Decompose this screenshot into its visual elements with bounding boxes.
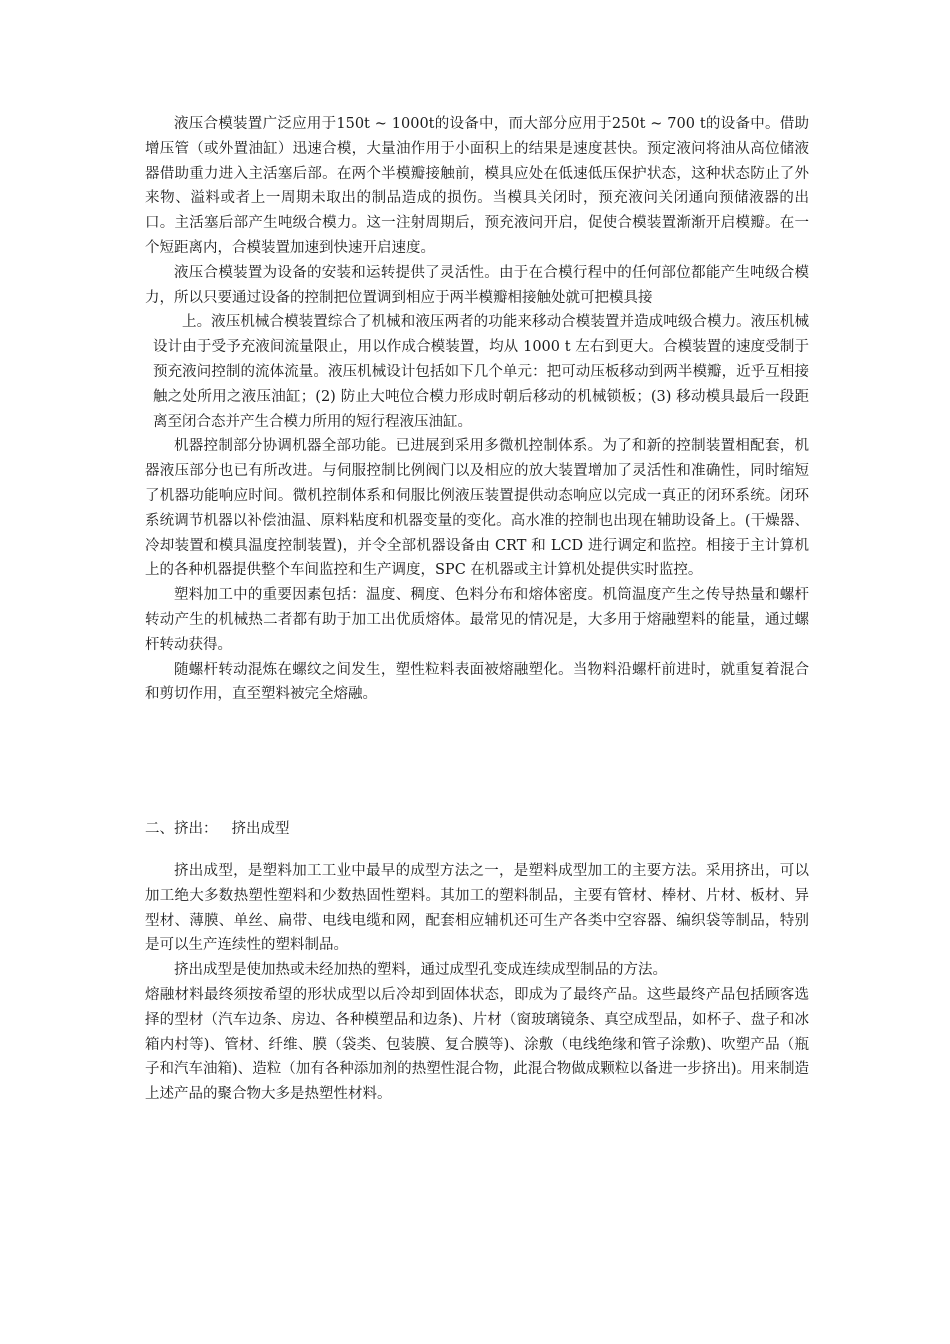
paragraph-hydraulic-clamp: 液压合模装置广泛应用于150t ~ 1000t的设备中，而大部分应用于250t ~ 700 t的设备中。借助增压管（或外置油缸）迅速合模，大量油作用于小面积上的结果是速度甚快。预定液问将油从高位储液器借助重力进入主活塞后部。在两个半模瓣接触前，模具应处在低速低压保护状态，这种状态防止了外来物、溢料或者上一周期未取出的制品造成的损伤。当模具关闭时，预充液问关闭通向预储液器的出口。主活塞后部产生吨级合模力。这一注射周期后，预充液问开启，促使合模装置渐渐开启模瓣。在一个短距离内，合模装置加速到快速开启速度。 bbox=[145, 116, 809, 256]
paragraph-screw-melting: 随螺杆转动混炼在螺纹之间发生，塑性粒料表面被熔融塑化。当物料沿螺杆前进时，就重复着混合和剪切作用，直至塑料被完全熔融。 bbox=[145, 661, 809, 703]
paragraph-extrusion-products: 熔融材料最终须按希望的形状成型以后冷却到固体状态，即成为了最终产品。这些最终产品包括顾客选择的型材（汽车边条、房边、各种模塑品和边条)、片材（窗玻璃镜条、真空成型品，如杯子、盘子和冰箱内村等)、管材、纤维、膜（袋类、包装膜、复合膜等)、涂敷（电线绝缘和管子涂敷)、吹塑产品（瓶子和汽车油箱)、造粒（加有各种添加剂的热塑性混合物，此混合物做成颗粒以备进一步挤出)。用来制造上述产品的聚合物大多是热塑性材料。 bbox=[145, 986, 809, 1103]
document-page bbox=[145, 112, 809, 707]
heading-title: 挤出成型 bbox=[231, 821, 290, 837]
heading-number: 二、挤出： bbox=[145, 821, 218, 837]
section-heading-extrusion bbox=[145, 817, 809, 842]
paragraph-extrusion-intro: 挤出成型，是塑料加工工业中最早的成型方法之一，是塑料成型加工的主要方法。采用挤出，可以加工绝大多数热塑性塑料和少数热固性塑料。其加工的塑料制品，主要有管材、棒材、片材、板材、异型材、薄膜、单丝、扁带、电线电缆和网，配套相应辅机还可生产各类中空容器、编织袋等制品，特别是可以生产连续性的塑料制品。 bbox=[145, 863, 809, 954]
paragraph-hydraulic-flexibility: 液压合模装置为设备的安装和运转提供了灵活性。由于在合模行程中的任何部位都能产生吨级合模力，所以只要通过设备的控制把位置调到相应于两半模瓣相接触处就可把模具接 bbox=[145, 264, 809, 306]
paragraph-machine-control: 机器控制部分协调机器全部功能。已进展到采用多微机控制体系。为了和新的控制装置相配套，机器液压部分也已有所改进。与伺服控制比例阀门以及相应的放大装置增加了灵活性和准确性，同时缩短了机器功能响应时间。微机控制体系和伺服比例液压装置提供动态响应以完成一真正的闭环系统。闭环系统调节机器以补偿油温、原料粘度和机器变量的变化。高水准的控制也出现在辅助设备上。(干燥器、冷却装置和模具温度控制装置)，并令全部机器设备由 CRT 和 LCD 进行调定和监控。相接于主计算机上的各种机器提供整个车间监控和生产调度，SPC 在机器或主计算机处提供实时监控。 bbox=[145, 438, 809, 579]
paragraph-hydromechanical-clamp: 上。液压机械合模装置综合了机械和液压两者的功能来移动合模装置并造成吨级合模力。液压机械设计由于受予充液间流量限止，用以作成合模装置，均从 1000 t 左右到更大。合模装置的速度受制于预充液问控制的流体流量。液压机械设计包括如下几个单元：把可动压板移动到两半模瓣，近乎互相接触之处所用之液压油缸；(2) 防止大吨位合模力形成时朝后移动的机械锁板；(3) 移动模具最后一段距离至闭合态并产生合模力所用的短行程液压油缸。 bbox=[153, 314, 809, 430]
section-injection-molding bbox=[145, 112, 809, 707]
section-extrusion bbox=[145, 859, 809, 1107]
paragraph-processing-factors: 塑料加工中的重要因素包括：温度、稠度、色料分布和熔体密度。机筒温度产生之传导热量和螺杆转动产生的机械热二者都有助于加工出优质熔体。最常见的情况是，大多用于熔融塑料的能量，通过螺杆转动获得。 bbox=[145, 587, 809, 653]
paragraph-extrusion-definition: 挤出成型是使加热或未经加热的塑料，通过成型孔变成连续成型制品的方法。 bbox=[174, 962, 667, 979]
